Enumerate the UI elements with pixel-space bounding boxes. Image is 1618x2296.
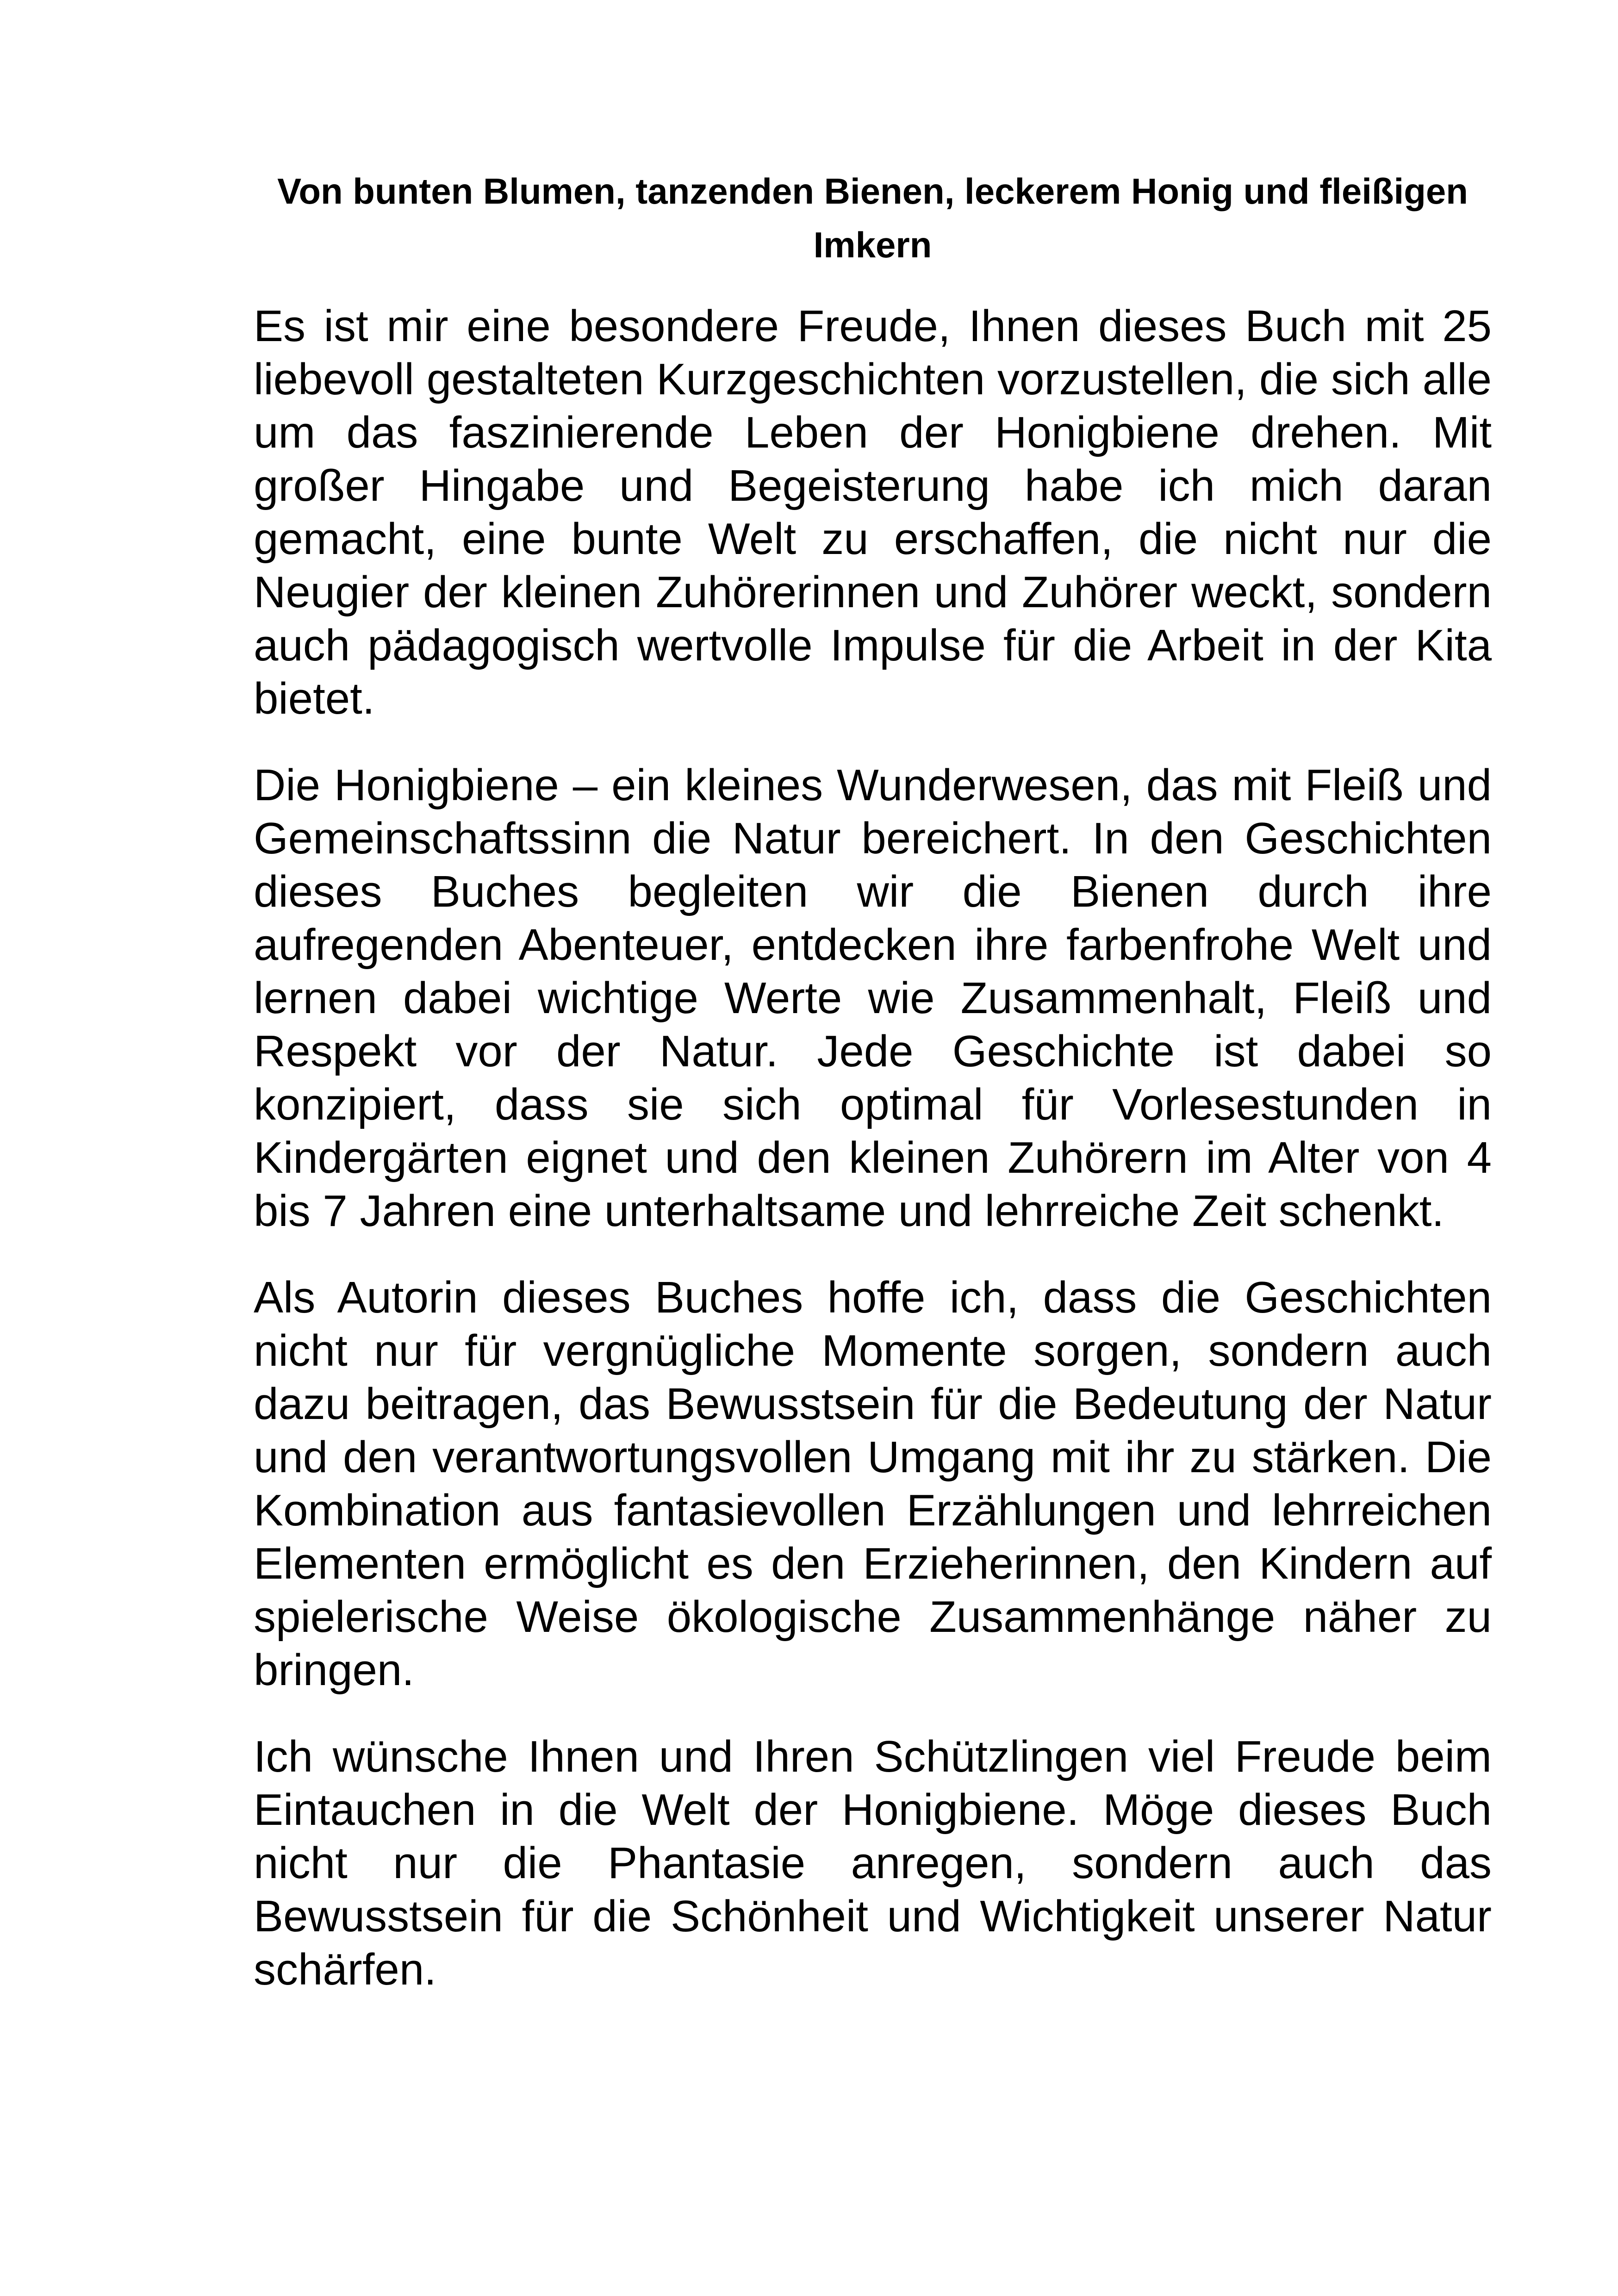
page-title: Von bunten Blumen, tanzenden Bienen, leckerem Honig und fleißigen Imkern: [277, 171, 1468, 265]
paragraph-1: Es ist mir eine besondere Freude, Ihnen dieses Buch mit 25 liebevoll gestalteten Kurzgeschichten vorzustellen, die sich alle um das faszinierende Leben der Honigbiene drehen. Mit großer Hingabe und Begeisterung habe ich mich daran gemacht, eine bunte Welt zu erschaffen, die nicht nur die Neugier der kleinen Zuhörerinnen und Zuhörer weckt, sondern auch pädagogisch wertvolle Impulse für die Arbeit in der Kita bietet.: [254, 301, 1492, 723]
paragraph-2: Die Honigbiene – ein kleines Wunderwesen, das mit Fleiß und Gemeinschaftssinn die Natur bereichert. In den Geschichten dieses Buches begleiten wir die Bienen durch ihre aufregenden Abenteuer, entdecken ihre farbenfrohe Welt und lernen dabei wichtige Werte wie Zusammenhalt, Fleiß und Respekt vor der Natur. Jede Geschichte ist dabei so konzipiert, dass sie sich optimal für Vorlesestunden in Kindergärten eignet und den kleinen Zuhörern im Alter von 4 bis 7 Jahren eine unterhaltsame und lehrreiche Zeit schenkt.: [254, 760, 1492, 1236]
paragraph-4: Ich wünsche Ihnen und Ihren Schützlingen viel Freude beim Eintauchen in die Welt der Honigbiene. Möge dieses Buch nicht nur die Phantasie anregen, sondern auch das Bewusstsein für die Schönheit und Wichtigkeit unserer Natur schärfen.: [254, 1732, 1492, 1994]
page-content: [254, 164, 1492, 1996]
paragraph-3: Als Autorin dieses Buches hoffe ich, dass die Geschichten nicht nur für vergnügliche Momente sorgen, sondern auch dazu beitragen, das Bewusstsein für die Bedeutung der Natur und den verantwortungsvollen Umgang mit ihr zu stärken. Die Kombination aus fantasievollen Erzählungen und lehrreichen Elementen ermöglicht es den Erzieherinnen, den Kindern auf spielerische Weise ökologische Zusammenhänge näher zu bringen.: [254, 1273, 1492, 1695]
